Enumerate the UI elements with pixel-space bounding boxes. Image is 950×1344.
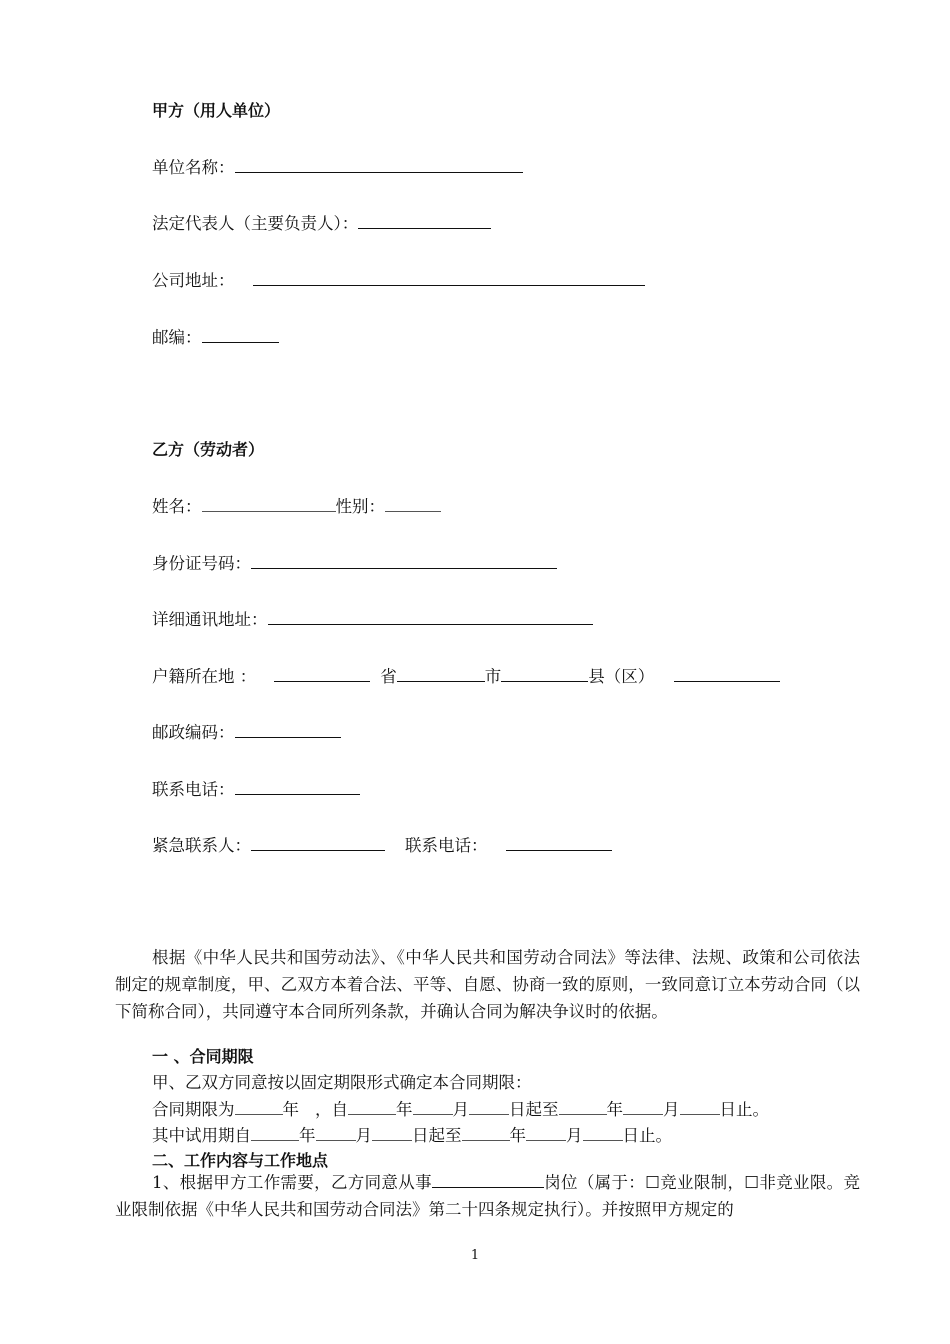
probation-start-day-unit: 日起至 — [412, 1126, 462, 1145]
term-end-year-unit: 年 — [606, 1100, 623, 1119]
term-end-day-blank[interactable] — [680, 1098, 720, 1115]
unit-name-blank[interactable] — [235, 156, 523, 173]
probation-start-year-unit: 年 — [299, 1126, 316, 1145]
probation-end-month-blank[interactable] — [526, 1124, 566, 1141]
id-number-row — [152, 552, 557, 575]
term-start-month-unit: 月 — [452, 1100, 469, 1119]
hukou-city-blank[interactable] — [397, 665, 485, 682]
term-start-year-unit: 年 — [396, 1100, 413, 1119]
intro-paragraph: 根据《中华人民共和国劳动法》、《中华人民共和国劳动合同法》等法律、法规、政策和公司依法制定的规章制度，甲、乙双方本着合法、平等、自愿、协商一致的原则，一致同意订立本劳动合同（以下简称合同），共同遵守本合同所列条款，并确认合同为解决争议时的依据。 — [115, 948, 860, 1021]
unit-name-label: 单位名称： — [152, 158, 235, 177]
term-start-day-blank[interactable] — [469, 1098, 509, 1115]
company-address-label: 公司地址： — [152, 271, 235, 290]
hukou-row — [152, 665, 780, 688]
company-address-blank[interactable] — [253, 269, 645, 286]
hukou-county-blank[interactable] — [501, 665, 588, 682]
party-b-heading: 乙方（劳动者） — [152, 440, 265, 459]
party-a-heading: 甲方（用人单位） — [152, 101, 281, 120]
term-end-day-unit: 日止。 — [719, 1100, 769, 1119]
id-number-blank[interactable] — [251, 552, 557, 569]
section2-item1-text-b: 岗位（属于：☐竞业限制，☐非竞业限。竞业限制依据《中华人民共和国劳动合同法》第二十四条规定执行）。并按照甲方规定的 — [115, 1173, 860, 1219]
gender-label: 性别： — [335, 497, 385, 516]
name-gender-row — [152, 495, 441, 518]
term-start-day-unit: 日起至 — [509, 1100, 559, 1119]
emergency-contact-label: 紧急联系人： — [152, 836, 251, 855]
hukou-province-label: 省 — [380, 667, 397, 686]
phone-row — [152, 778, 360, 801]
term-start-year-blank[interactable] — [348, 1098, 396, 1115]
legal-rep-row — [152, 212, 491, 235]
section2-item1-text-a: 1、根据甲方工作需要，乙方同意从事 — [152, 1173, 432, 1192]
emergency-contact-row — [152, 834, 612, 857]
section2-heading: 二、工作内容与工作地点 — [152, 1151, 329, 1170]
probation-end-day-unit: 日止。 — [622, 1126, 672, 1145]
hukou-detail-blank[interactable] — [674, 665, 780, 682]
section1-line1: 甲、乙双方同意按以固定期限形式确定本合同期限： — [152, 1073, 532, 1092]
phone-label: 联系电话： — [152, 780, 235, 799]
party-b-postcode-blank[interactable] — [235, 721, 341, 738]
mail-address-row — [152, 608, 593, 631]
page-number: 1 — [470, 1248, 480, 1263]
gender-blank[interactable] — [385, 495, 441, 512]
party-a-postcode-blank[interactable] — [202, 326, 279, 343]
emergency-phone-label: 联系电话： — [405, 836, 488, 855]
mail-address-blank[interactable] — [268, 608, 593, 625]
probation-end-day-blank[interactable] — [583, 1124, 623, 1141]
probation-start-year-blank[interactable] — [251, 1124, 299, 1141]
hukou-county-label: 县（区） — [588, 667, 655, 686]
probation-end-year-unit: 年 — [509, 1126, 526, 1145]
legal-rep-blank[interactable] — [358, 212, 491, 229]
phone-blank[interactable] — [235, 778, 360, 795]
term-end-year-blank[interactable] — [559, 1098, 607, 1115]
probation-end-year-blank[interactable] — [462, 1124, 510, 1141]
hukou-province-blank[interactable] — [274, 665, 370, 682]
probation-start-month-unit: 月 — [355, 1126, 372, 1145]
term-years-blank[interactable] — [235, 1098, 283, 1115]
section1-heading: 一 、合同期限 — [152, 1047, 254, 1066]
company-address-row — [152, 269, 645, 292]
term-end-month-unit: 月 — [663, 1100, 680, 1119]
position-blank[interactable] — [432, 1171, 544, 1188]
emergency-phone-blank[interactable] — [506, 834, 612, 851]
party-a-postcode-row — [152, 326, 279, 349]
probation-row — [152, 1124, 672, 1147]
probation-end-month-unit: 月 — [566, 1126, 583, 1145]
term-end-month-blank[interactable] — [623, 1098, 663, 1115]
term-years-unit: 年 — [282, 1100, 299, 1119]
probation-start-day-blank[interactable] — [372, 1124, 412, 1141]
mail-address-label: 详细通讯地址： — [152, 610, 268, 629]
party-b-postcode-row — [152, 721, 341, 744]
unit-name-row — [152, 156, 523, 179]
hukou-label: 户籍所在地 ： — [152, 667, 257, 686]
party-b-postcode-label: 邮政编码： — [152, 723, 235, 742]
section2-item1 — [115, 1169, 860, 1223]
contract-term-row — [152, 1098, 769, 1121]
hukou-city-label: 市 — [484, 667, 502, 686]
probation-start-month-blank[interactable] — [316, 1124, 356, 1141]
id-number-label: 身份证号码： — [152, 554, 251, 573]
party-a-postcode-label: 邮编： — [152, 328, 202, 347]
term-start-month-blank[interactable] — [413, 1098, 453, 1115]
name-label: 姓名： — [152, 497, 202, 516]
name-blank[interactable] — [202, 495, 336, 512]
probation-prefix: 其中试用期自 — [152, 1126, 251, 1145]
emergency-contact-blank[interactable] — [251, 834, 385, 851]
legal-rep-label: 法定代表人（主要负责人）： — [152, 214, 359, 233]
term-prefix: 合同期限为 — [152, 1100, 235, 1119]
term-from: ，自 — [315, 1100, 348, 1119]
